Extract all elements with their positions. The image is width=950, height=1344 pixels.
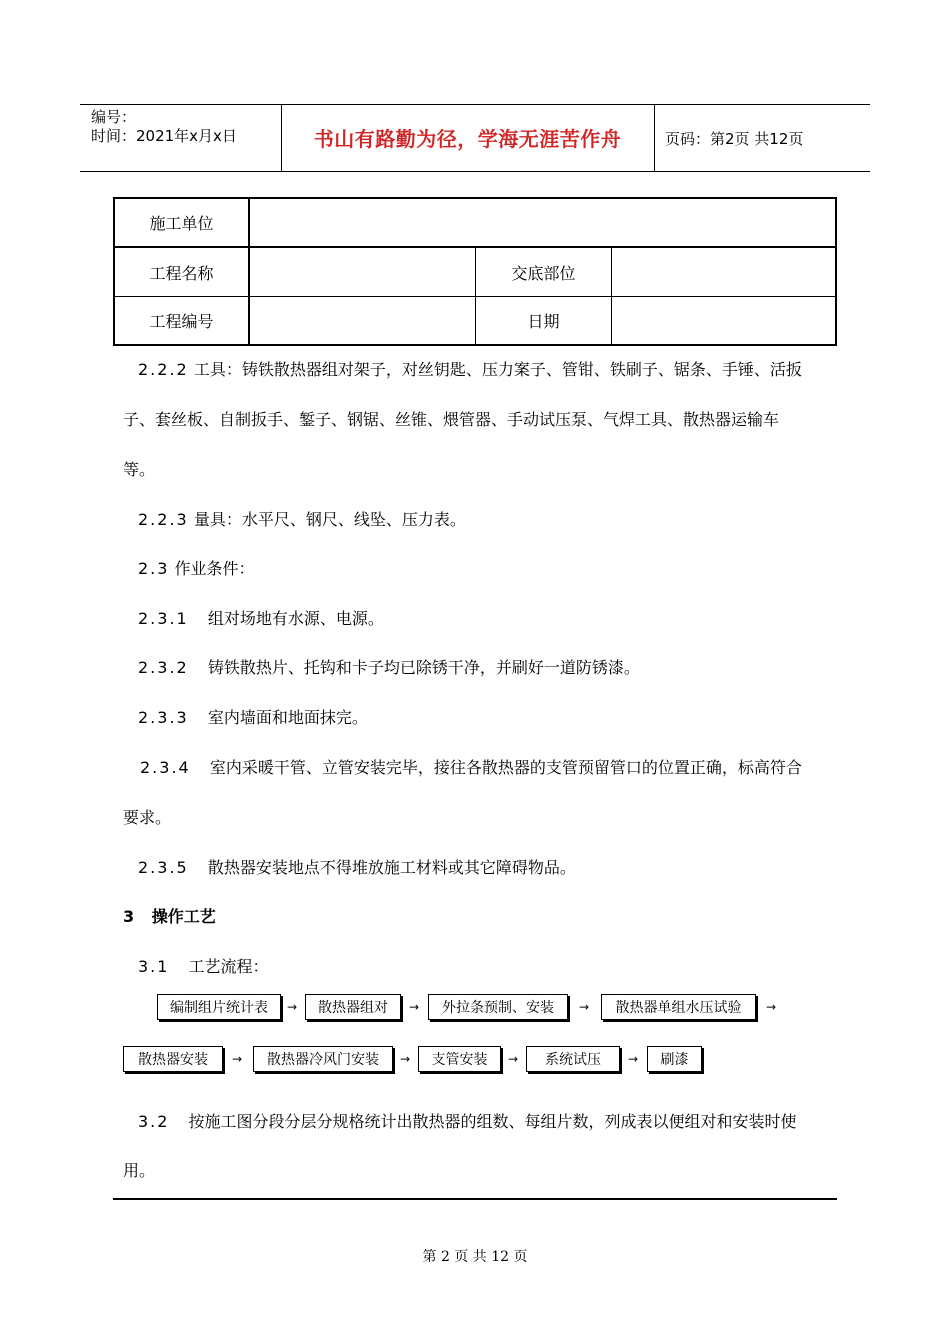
para-text: 量具：水平尺、钢尺、线坠、压力表。	[193, 510, 466, 529]
project-number-label: 工程编号	[149, 312, 214, 331]
para-number: 2.2.2	[138, 360, 189, 379]
para-text: 散热器安装地点不得堆放施工材料或其它障碍物品。	[207, 858, 576, 877]
para-2-3-3	[138, 708, 368, 728]
section-number: 3	[123, 907, 135, 926]
flow-step-7: 支管安装	[418, 1046, 501, 1072]
para-2-2-3	[138, 510, 466, 530]
table-rule-v3	[611, 247, 612, 344]
para-number: 2.3	[138, 559, 170, 578]
header-bottom-rule	[80, 171, 870, 172]
flow-step-9: 刷漆	[647, 1046, 702, 1072]
header-divider-right	[654, 104, 655, 171]
info-table	[113, 197, 837, 346]
disclosure-part-label: 交底部位	[511, 263, 576, 283]
para-number: 2.3.2	[138, 658, 189, 677]
para-2-3-1	[138, 609, 384, 629]
para-number: 2.3.4	[140, 758, 191, 777]
flow-step-3: 外拉条预制、安装	[428, 994, 568, 1020]
footer-page-number: 第 2 页 共 12 页	[422, 1249, 528, 1265]
para-number: 2.3.3	[138, 708, 189, 727]
flow-step-4: 散热器单组水压试验	[601, 994, 756, 1020]
para-2-3-4-line1	[140, 758, 802, 778]
header-page-info: 页码：第2页 共12页	[665, 130, 804, 148]
para-2-3-4-line2: 要求。	[123, 808, 172, 827]
para-number: 3.1	[138, 957, 170, 976]
para-text: 作业条件：	[174, 559, 255, 578]
flow-step-5: 散热器安装	[123, 1046, 223, 1072]
flow-arrow: →	[232, 1052, 243, 1066]
para-text: 组对场地有水源、电源。	[207, 609, 384, 628]
table-rule-v1	[248, 199, 250, 344]
para-3-2-line2: 用。	[123, 1161, 156, 1180]
flow-step-1: 编制组片统计表	[157, 994, 281, 1020]
para-2-3	[138, 559, 255, 579]
flow-arrow: →	[400, 1052, 411, 1066]
para-number: 2.3.5	[138, 858, 189, 877]
para-text: 工具：铸铁散热器组对架子，对丝钥匙、压力案子、管钳、铁刷子、锯条、手锤、活扳	[193, 360, 802, 379]
unit-label: 施工单位	[149, 214, 214, 233]
para-2-3-5	[138, 858, 576, 878]
para-3-2-line1	[138, 1112, 797, 1132]
flow-arrow: →	[409, 1000, 420, 1014]
date-label: 日期	[527, 312, 560, 331]
para-number: 3.2	[138, 1112, 170, 1131]
para-2-3-2	[138, 658, 640, 678]
flow-step-6: 散热器冷风门安装	[253, 1046, 393, 1072]
flow-step-8: 系统试压	[526, 1046, 620, 1072]
para-number: 2.3.1	[138, 609, 189, 628]
para-number: 2.2.3	[138, 510, 189, 529]
para-2-2-2-line3: 等。	[123, 460, 156, 479]
para-text: 按施工图分段分层分规格统计出散热器的组数、每组片数，列成表以便组对和安装时使	[188, 1112, 797, 1131]
para-text: 室内采暖干管、立管安装完毕，接往各散热器的支管预留管口的位置正确，标高符合	[209, 758, 802, 777]
flow-arrow: →	[628, 1052, 639, 1066]
section-title: 操作工艺	[151, 907, 216, 926]
footer-rule	[113, 1198, 837, 1200]
para-3-1	[138, 957, 269, 977]
header-time-label: 时间：2021年x月x日	[91, 127, 237, 145]
flow-step-2: 散热器组对	[305, 994, 401, 1020]
para-text: 室内墙面和地面抹完。	[207, 708, 368, 727]
para-2-2-2-line1	[138, 360, 802, 380]
header-code-label: 编号：	[91, 108, 137, 126]
section-3-heading	[123, 907, 216, 927]
flow-arrow: →	[766, 1000, 777, 1014]
header-motto: 书山有路勤为径，学海无涯苦作舟	[313, 127, 622, 151]
project-name-label: 工程名称	[149, 263, 214, 283]
flow-arrow: →	[508, 1052, 519, 1066]
para-text: 铸铁散热片、托钩和卡子均已除锈干净，并刷好一道防锈漆。	[207, 658, 640, 677]
para-text: 工艺流程：	[188, 957, 269, 976]
flow-arrow: →	[287, 1000, 298, 1014]
para-2-2-2-line2: 子、套丝板、自制扳手、錾子、钢锯、丝锥、煨管器、手动试压泵、气焊工具、散热器运输车	[123, 410, 780, 429]
flow-arrow: →	[579, 1000, 590, 1014]
